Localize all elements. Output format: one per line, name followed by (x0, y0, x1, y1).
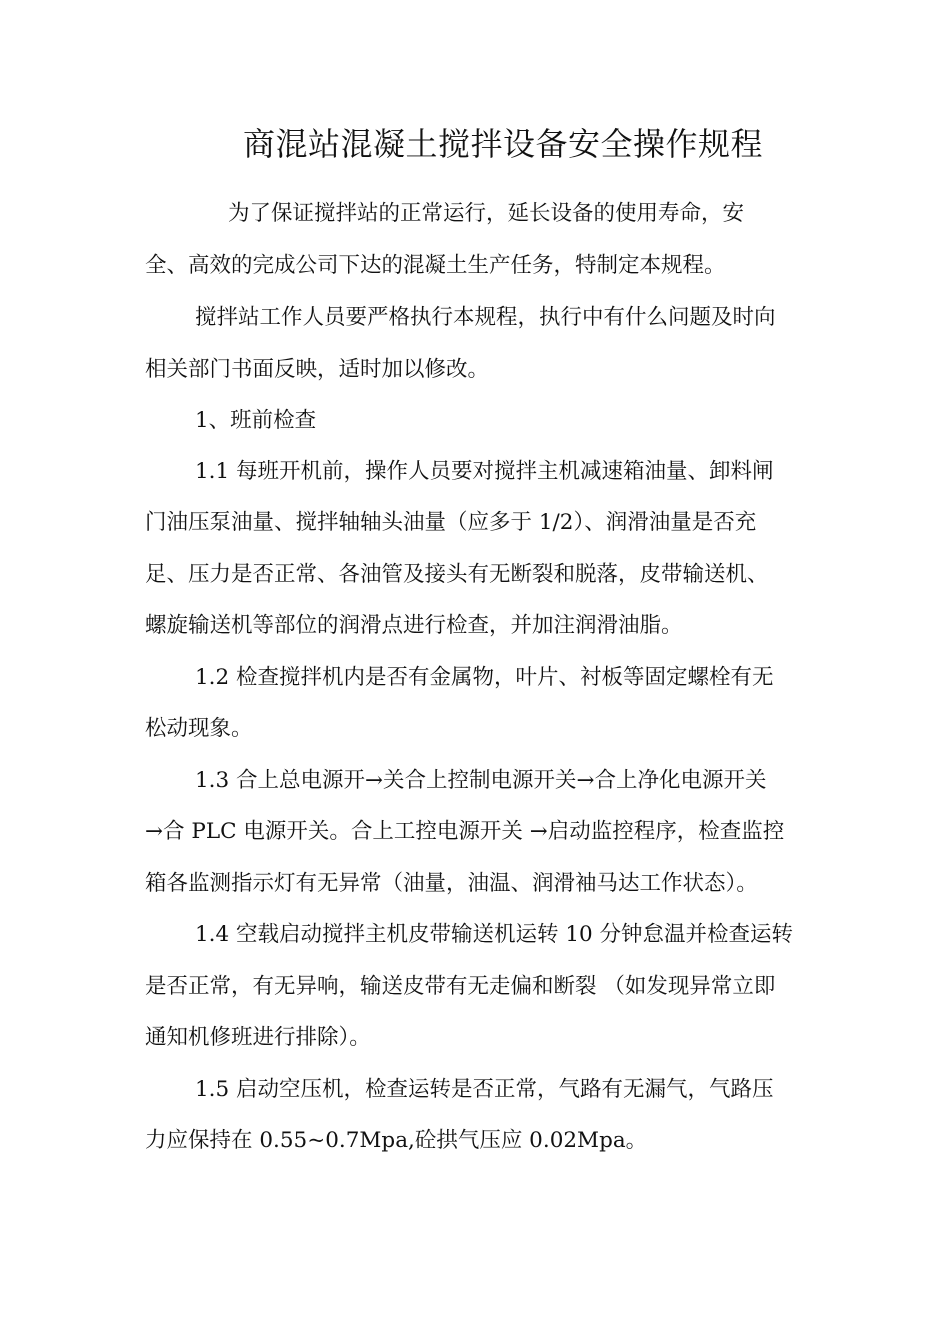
document-title: 商混站混凝土搅拌设备安全操作规程 (243, 125, 764, 163)
paragraph-line: 足、压力是否正常、各油管及接头有无断裂和脱落，皮带输送机、 (145, 562, 769, 587)
paragraph-line: 门油压泵油量、搅拌轴轴头油量（应多于 1/2）、润滑油量是否充 (145, 510, 757, 535)
paragraph-line: 1.5 启动空压机，检查运转是否正常，气路有无漏气，气路压 (195, 1077, 774, 1102)
paragraph-line: 为了保证搅拌站的正常运行，延长设备的使用寿命，安 (228, 201, 745, 226)
paragraph-line: 相关部门书面反映，适时加以修改。 (145, 357, 490, 382)
paragraph-line: 全、高效的完成公司下达的混凝土生产任务，特制定本规程。 (145, 253, 726, 278)
paragraph-line: →合 PLC 电源开关。合上工控电源开关 →启动监控程序，检查监控 (145, 819, 785, 844)
paragraph-line: 1.1 每班开机前，操作人员要对搅拌主机减速箱油量、卸料闸 (195, 459, 774, 484)
paragraph-line: 箱各监测指示灯有无异常（油量，油温、润滑袖马达工作状态）。 (145, 871, 758, 896)
paragraph-line: 1.2 检查搅拌机内是否有金属物，叶片、衬板等固定螺栓有无 (195, 665, 774, 690)
section-heading: 1、班前检查 (195, 408, 317, 433)
paragraph-line: 松动现象。 (145, 716, 253, 741)
paragraph-line: 力应保持在 0.55~0.7Mpa,砼拱气压应 0.02Mpa。 (145, 1128, 648, 1153)
paragraph-line: 通知机修班进行排除）。 (145, 1025, 371, 1050)
paragraph-line: 螺旋输送机等部位的润滑点进行检查，并加注润滑油脂。 (145, 613, 683, 638)
paragraph-line: 1.3 合上总电源开→关合上控制电源开关→合上净化电源开关 (195, 768, 767, 793)
paragraph-line: 1.4 空载启动搅拌主机皮带输送机运转 10 分钟怠温并检查运转 (195, 922, 794, 947)
paragraph-line: 是否正常，有无异响，输送皮带有无走偏和断裂 （如发现异常立即 (145, 974, 776, 999)
paragraph-line: 搅拌站工作人员要严格执行本规程，执行中有什么问题及时向 (195, 305, 776, 330)
